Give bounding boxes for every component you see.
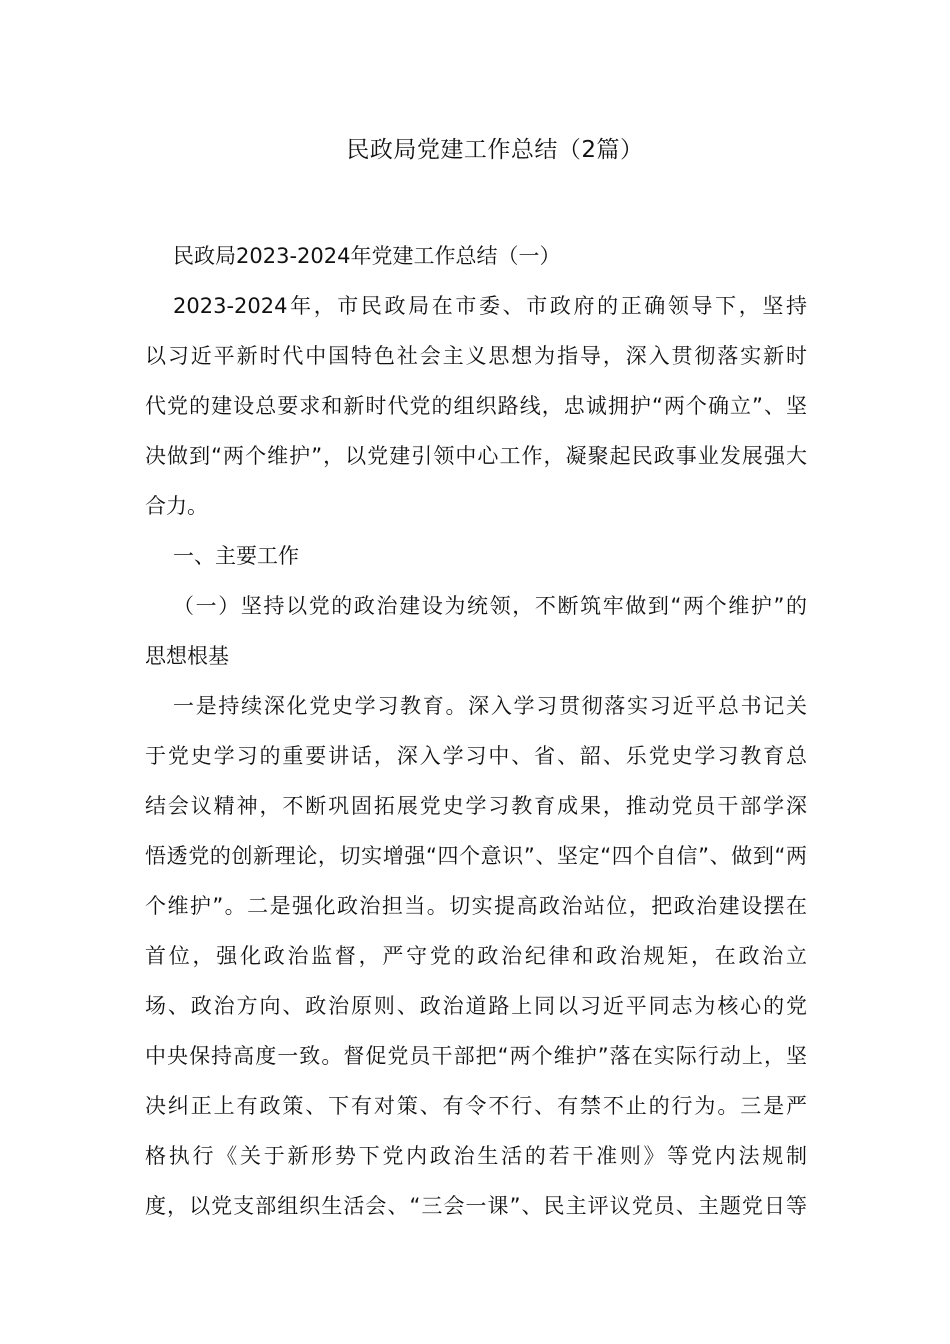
body-line: 度，以党支部组织生活会、“三会一课”、民主评议党员、主题党日等	[145, 1194, 807, 1218]
subsection-heading	[145, 581, 807, 681]
body-line: 悟透党的创新理论，切实增强“四个意识”、坚定“四个自信”、做到“两	[145, 844, 807, 868]
body-line: 场、政治方向、政治原则、政治道路上同以习近平同志为核心的党	[145, 994, 807, 1018]
intro-line: 代党的建设总要求和新时代党的组织路线，忠诚拥护“两个确立”、坚	[145, 394, 807, 418]
subsection-line: （一）坚持以党的政治建设为统领，不断筑牢做到“两个维护”的	[173, 594, 807, 618]
subsection-line: 思想根基	[145, 644, 229, 668]
document-body	[145, 231, 807, 1231]
body-line: 于党史学习的重要讲话，深入学习中、省、韶、乐党史学习教育总	[145, 744, 807, 768]
body-line: 格执行《关于新形势下党内政治生活的若干准则》等党内法规制	[145, 1144, 807, 1168]
body-paragraph	[145, 681, 807, 1231]
body-line: 个维护”。二是强化政治担当。切实提高政治站位，把政治建设摆在	[145, 894, 807, 918]
intro-line: 决做到“两个维护”，以党建引领中心工作，凝聚起民政事业发展强大	[145, 444, 807, 468]
intro-line: 2023-2024年，市民政局在市委、市政府的正确领导下，坚持	[173, 294, 807, 318]
document-title: 民政局党建工作总结（2篇）	[346, 137, 644, 163]
intro-paragraph	[145, 281, 807, 531]
body-line: 中央保持高度一致。督促党员干部把“两个维护”落在实际行动上，坚	[145, 1044, 807, 1068]
body-line: 首位，强化政治监督，严守党的政治纪律和政治规矩，在政治立	[145, 944, 807, 968]
body-line: 决纠正上有政策、下有对策、有令不行、有禁不止的行为。三是严	[145, 1094, 807, 1118]
document-subtitle: 民政局2023-2024年党建工作总结（一）	[173, 244, 561, 268]
section-heading: 一、主要工作	[173, 544, 299, 568]
body-line: 一是持续深化党史学习教育。深入学习贯彻落实习近平总书记关	[173, 694, 807, 718]
intro-line: 合力。	[145, 494, 208, 518]
intro-line: 以习近平新时代中国特色社会主义思想为指导，深入贯彻落实新时	[145, 344, 807, 368]
body-line: 结会议精神，不断巩固拓展党史学习教育成果，推动党员干部学深	[145, 794, 807, 818]
